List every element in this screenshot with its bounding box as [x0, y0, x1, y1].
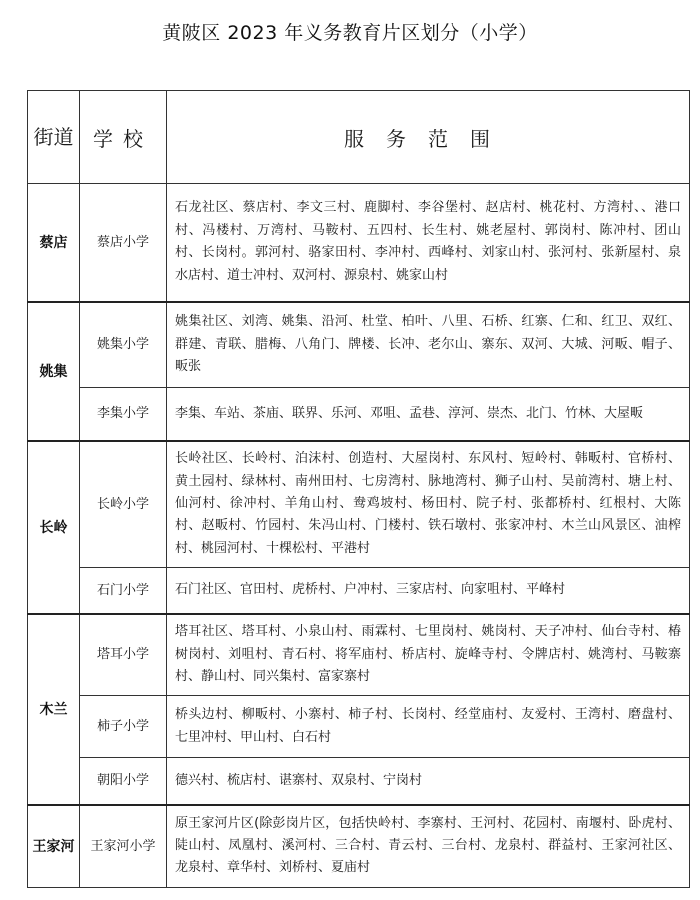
service-range: 桥头边村、柳畈村、小寨村、柿子村、长岗村、经堂庙村、友爱村、王湾村、磨盘村、七里冲村、甲山村、白石村	[167, 696, 690, 758]
district-table	[27, 90, 690, 888]
street-name: 蔡店	[28, 184, 80, 302]
table-row	[28, 184, 690, 302]
page-title: 黄陂区 2023 年义务教育片区划分（小学）	[162, 22, 538, 44]
school-name: 石门小学	[80, 568, 167, 614]
street-name: 王家河	[28, 805, 80, 888]
service-range: 长岭社区、长岭村、泊沫村、创造村、大屋岗村、东风村、短岭村、韩畈村、官桥村、黄土园村、绿林村、南州田村、七房湾村、脉地湾村、狮子山村、吴前湾村、塘上村、仙河村、徐冲村、羊角山村、鸯鸡坡村、杨田村、院子村、张都桥村、红根村、大陈村、赵畈村、竹园村、朱冯山村、门楼村、铁石墩村、张家冲村、木兰山风景区、油榨村、桃园河村、十棵松村、平港村	[167, 441, 690, 568]
service-range: 石龙社区、蔡店村、李文三村、鹿脚村、李谷堡村、赵店村、桃花村、方湾村、、港口村、冯楼村、万湾村、马鞍村、五四村、长生村、姚老屋村、郭岗村、陈冲村、团山村、长岗村。郭河村、骆家田村、李冲村、西峰村、刘家山村、张河村、张新屋村、泉水店村、道士冲村、双河村、源泉村、姚家山村	[167, 184, 690, 302]
school-name: 塔耳小学	[80, 614, 167, 696]
table-row	[28, 696, 690, 758]
table-row	[28, 441, 690, 568]
school-name: 长岭小学	[80, 441, 167, 568]
service-range: 李集、车站、茶庙、联界、乐河、邓咀、孟巷、淳河、崇杰、北门、竹林、大屋畈	[167, 388, 690, 441]
table-row	[28, 805, 690, 888]
service-range: 姚集社区、刘湾、姚集、沿河、杜堂、柏叶、八里、石桥、红寨、仁和、红卫、双红、群建、青联、腊梅、八角门、牌楼、长冲、老尔山、寨东、双河、大城、河畈、帽子、畈张	[167, 302, 690, 388]
header-street: 街道	[28, 91, 80, 184]
school-name: 王家河小学	[80, 805, 167, 888]
street-name: 姚集	[28, 302, 80, 441]
school-name: 朝阳小学	[80, 758, 167, 805]
service-range: 塔耳社区、塔耳村、小泉山村、雨霖村、七里岗村、姚岗村、天子冲村、仙台寺村、椿树岗村、刘咀村、青石村、将军庙村、桥店村、旋峰寺村、令牌店村、姚湾村、马鞍寨村、静山村、同兴集村、富家寨村	[167, 614, 690, 696]
street-name: 长岭	[28, 441, 80, 614]
table-row	[28, 614, 690, 696]
service-range: 原王家河片区(除彭岗片区，包括快岭村、李寨村、王河村、花园村、南堰村、卧虎村、陡山村、凤凰村、溪河村、三合村、青云村、三台村、龙泉村、群益村、王家河社区、龙泉村、章华村、刘桥村、夏庙村	[167, 805, 690, 888]
street-name: 木兰	[28, 614, 80, 805]
school-name: 柿子小学	[80, 696, 167, 758]
table-row	[28, 302, 690, 388]
table-row	[28, 388, 690, 441]
table-row	[28, 758, 690, 805]
table-header-row	[28, 91, 690, 184]
school-name: 蔡店小学	[80, 184, 167, 302]
school-name: 姚集小学	[80, 302, 167, 388]
table-row	[28, 568, 690, 614]
header-range: 服务范围	[167, 91, 690, 184]
service-range: 德兴村、梳店村、谌寨村、双泉村、宁岗村	[167, 758, 690, 805]
service-range: 石门社区、官田村、虎桥村、户冲村、三家店村、向家咀村、平峰村	[167, 568, 690, 614]
header-school: 学校	[80, 91, 167, 184]
school-name: 李集小学	[80, 388, 167, 441]
